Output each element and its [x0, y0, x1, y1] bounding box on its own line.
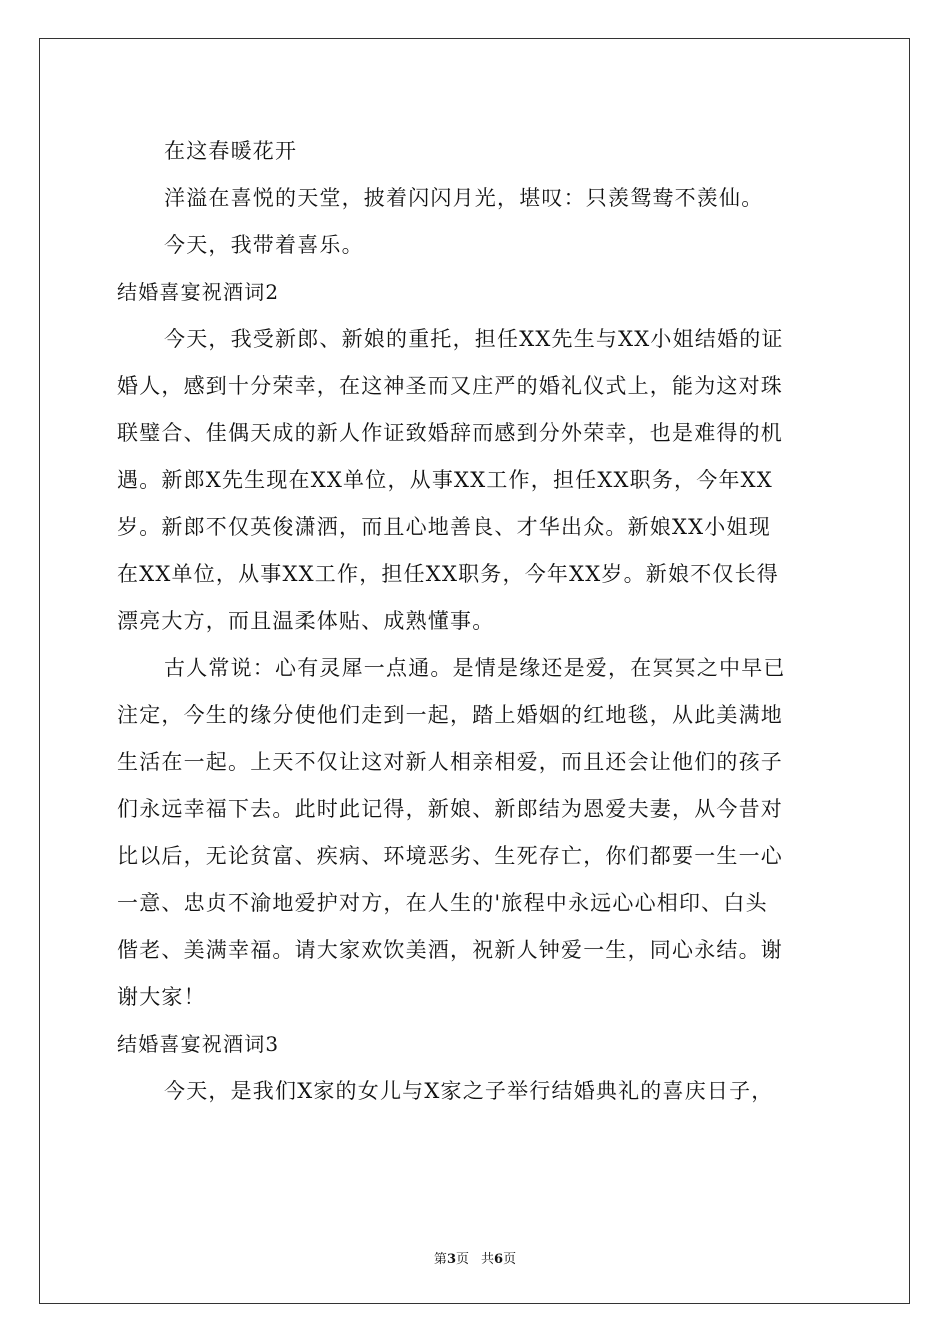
- text-line: 谢大家！: [117, 985, 206, 1009]
- text-line: 比以后，无论贫富、疾病、环境恶劣、生死存亡，你们都要一生一心: [117, 844, 783, 868]
- text-line: 生活在一起。上天不仅让这对新人相亲相爱，而且还会让他们的孩子: [117, 750, 783, 774]
- text-line: 今天，我带着喜乐。: [164, 233, 364, 257]
- total-suffix: 页: [503, 1252, 517, 1267]
- text-line: 在这春暖花开: [164, 139, 298, 163]
- page-prefix: 第: [433, 1252, 447, 1267]
- text-line: 今天，是我们X家的女儿与X家之子举行结婚典礼的喜庆日子，: [164, 1079, 774, 1103]
- text-line: 一意、忠贞不渝地爱护对方，在人生的'旅程中永远心心相印、白头: [117, 891, 768, 915]
- text-line: 漂亮大方，而且温柔体贴、成熟懂事。: [117, 609, 495, 633]
- text-line: 遇。新郎X先生现在XX单位，从事XX工作，担任XX职务，今年XX: [117, 468, 773, 492]
- text-line: 岁。新郎不仅英俊潇洒，而且心地善良、才华出众。新娘XX小姐现: [117, 515, 771, 539]
- section-heading: 结婚喜宴祝酒词2: [117, 280, 280, 304]
- total-prefix: 共: [481, 1252, 495, 1267]
- text-line: 古人常说：心有灵犀一点通。是情是缘还是爱，在冥冥之中早已: [164, 656, 786, 680]
- document-body: [117, 128, 837, 1115]
- page-total: 6: [494, 1252, 504, 1267]
- text-line: 在XX单位，从事XX工作，担任XX职务，今年XX岁。新娘不仅长得: [117, 562, 779, 586]
- text-line: 婚人，感到十分荣幸，在这神圣而又庄严的婚礼仪式上，能为这对珠: [117, 374, 783, 398]
- text-line: 今天，我受新郎、新娘的重托，担任XX先生与XX小姐结婚的证: [164, 327, 784, 351]
- text-line: 偕老、美满幸福。请大家欢饮美酒，祝新人钟爱一生，同心永结。谢: [117, 938, 783, 962]
- text-line: 注定，今生的缘分使他们走到一起，踏上婚姻的红地毯，从此美满地: [117, 703, 783, 727]
- page-suffix: 页: [455, 1252, 469, 1267]
- text-line: 联璧合、佳偶天成的新人作证致婚辞而感到分外荣幸，也是难得的机: [117, 421, 783, 445]
- text-line: 洋溢在喜悦的天堂，披着闪闪月光，堪叹：只羡鸳鸯不羡仙。: [164, 186, 764, 210]
- page-footer: [0, 1248, 950, 1267]
- text-line: 们永远幸福下去。此时此记得，新娘、新郎结为恩爱夫妻，从今昔对: [117, 797, 783, 821]
- section-heading: 结婚喜宴祝酒词3: [117, 1032, 280, 1056]
- page-current: 3: [446, 1252, 456, 1267]
